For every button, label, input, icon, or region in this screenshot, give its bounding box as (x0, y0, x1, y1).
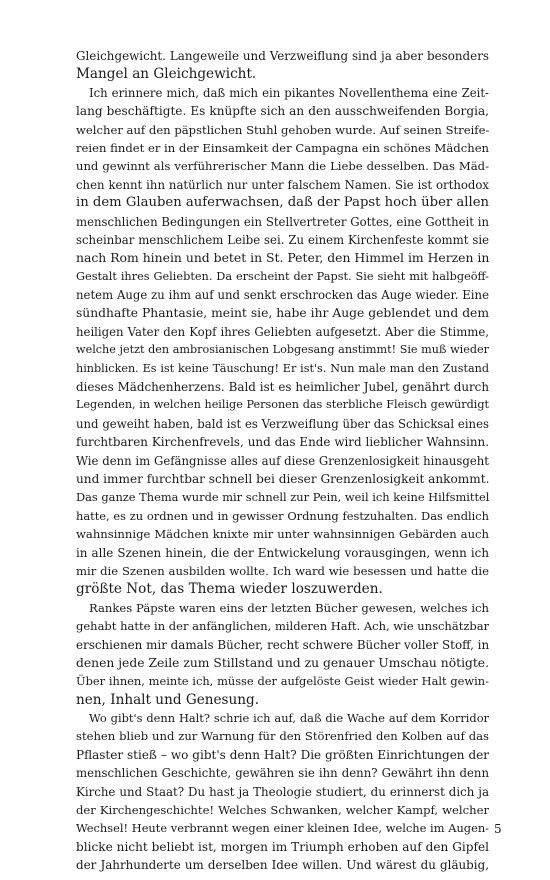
text-line: scheinbar menschlichem Leibe sei. Zu einem Kirchenfeste kommt sie (76, 232, 489, 247)
text-line: der Jahrhunderte um derselben Idee willen. Und wärest du gläubig, (76, 858, 489, 873)
body-text (76, 47, 489, 875)
text-line: Mangel an Gleichgewicht. (76, 66, 257, 83)
text-line: Wie denn im Gefängnisse alles auf diese Grenzenlosigkeit hinausgeht (76, 453, 489, 468)
text-line: wahnsinnige Mädchen knixte mir unter wahnsinnigen Gebärden auch (76, 527, 489, 542)
text-line: netem Auge zu ihm auf und senkt erschrocken das Auge wieder. Eine (76, 288, 489, 303)
page-number: 5 (494, 822, 502, 836)
text-line: Gestalt ihres Geliebten. Da erscheint der Papst. Sie sieht mit halbgeöff- (76, 269, 489, 283)
text-line: Ich erinnere mich, daß mich ein pikantes Novellenthema eine Zeit- (89, 85, 489, 100)
text-line: größte Not, das Thema wieder loszuwerden. (76, 581, 383, 598)
text-line: und immer furchtbar schnell bei dieser Grenzenlosigkeit ankommt. (76, 471, 489, 486)
text-line: in dem Glauben auferwachsen, daß der Papst hoch über allen (76, 195, 489, 211)
text-line: welcher auf den päpstlichen Stuhl gehoben wurde. Auf seinen Streife- (76, 122, 489, 137)
text-line: dieses Mädchenherzens. Bald ist es heimlicher Jubel, genährt durch (76, 380, 489, 395)
text-line: in alle Szenen hinein, die der Entwickelung vorausgingen, wenn ich (76, 545, 489, 560)
text-line: Legenden, in welchen heilige Personen das sterbliche Fleisch gewürdigt (76, 398, 489, 412)
text-line: und geweiht haben, bald ist es Verzweiflung über das Schicksal eines (76, 416, 489, 431)
text-line: Wo gibt's denn Halt? schrie ich auf, daß die Wache auf dem Korridor (89, 711, 489, 726)
text-line: Das ganze Thema wurde mir schnell zur Pein, weil ich keine Hilfsmittel (76, 490, 489, 505)
text-line: gehabt hatte in der anfänglichen, milderen Haft. Ach, wie unschätzbar (76, 619, 489, 634)
text-line: Pflaster stieß – wo gibt's denn Halt? Die größten Einrichtungen der (76, 747, 489, 762)
text-line: sündhafte Phantasie, meint sie, habe ihr Auge geblendet und dem (76, 306, 489, 321)
text-line: Über ihnen, meinte ich, müsse der aufgelöste Geist wieder Halt gewin- (76, 674, 489, 689)
text-line: hinblicken. Es ist keine Täuschung! Er ist's. Nun male man den Zustand (76, 361, 489, 375)
text-line: furchtbaren Kirchenfrevels, und das Ende wird lieblicher Wahnsinn. (76, 435, 489, 450)
text-line: reien findet er in der Einsamkeit der Campagna ein schönes Mädchen (76, 140, 489, 155)
text-line: menschlichen Geschichte, gewähren sie ihn denn? Gewährt ihn denn (76, 766, 489, 781)
text-line: und gewinnt als verführerischer Mann die Liebe desselben. Das Mäd- (76, 159, 489, 174)
text-line: heiligen Vater den Kopf ihres Geliebten aufgesetzt. Aber die Stimme, (76, 324, 489, 339)
text-line: blicke nicht beliebt ist, morgen im Triumph erhoben auf den Gipfel (76, 839, 489, 854)
text-line: mir die Szenen ausbilden wollte. Ich ward wie besessen und hatte die (76, 563, 489, 578)
text-line: Gleichgewicht. Langeweile und Verzweiflung sind ja aber besonders (76, 49, 489, 63)
text-line: lang beschäftigte. Es knüpfte sich an den ausschweifenden Borgia, (76, 104, 489, 119)
text-line: hatte, es zu ordnen und in gewisser Ordnung festzuhalten. Das endlich (76, 508, 489, 523)
text-line: chen kennt ihn natürlich nur unter falschem Namen. Sie ist orthodox (76, 177, 489, 192)
text-line: Rankes Päpste waren eins der letzten Bücher gewesen, welches ich (89, 600, 489, 615)
text-line: nach Rom hinein und betet in St. Peter, den Himmel im Herzen in (76, 250, 489, 266)
text-line: Wechsel! Heute verbrannt wegen einer kleinen Idee, welche im Augen- (76, 821, 489, 836)
text-line: welche jetzt den ambrosianischen Lobgesang anstimmt! Sie muß wieder (76, 343, 489, 357)
text-line: Kirche und Staat? Du hast ja Theologie studiert, du erinnerst dich ja (76, 784, 489, 799)
text-line: der Kirchengeschichte! Welches Schwanken, welcher Kampf, welcher (76, 803, 489, 818)
text-line: nen, Inhalt und Genesung. (76, 691, 260, 708)
text-line: denen jede Zeile zum Stillstand und zu genauer Umschau nötigte. (76, 655, 489, 670)
text-line: stehen blieb und zur Warnung für den Störenfried den Kolben auf das (76, 729, 489, 744)
text-line: menschlichen Bedingungen ein Stellvertreter Gottes, eine Gottheit in (76, 214, 489, 229)
text-line: erschienen mir damals Bücher, recht schwere Bücher voller Stoff, in (76, 637, 489, 652)
